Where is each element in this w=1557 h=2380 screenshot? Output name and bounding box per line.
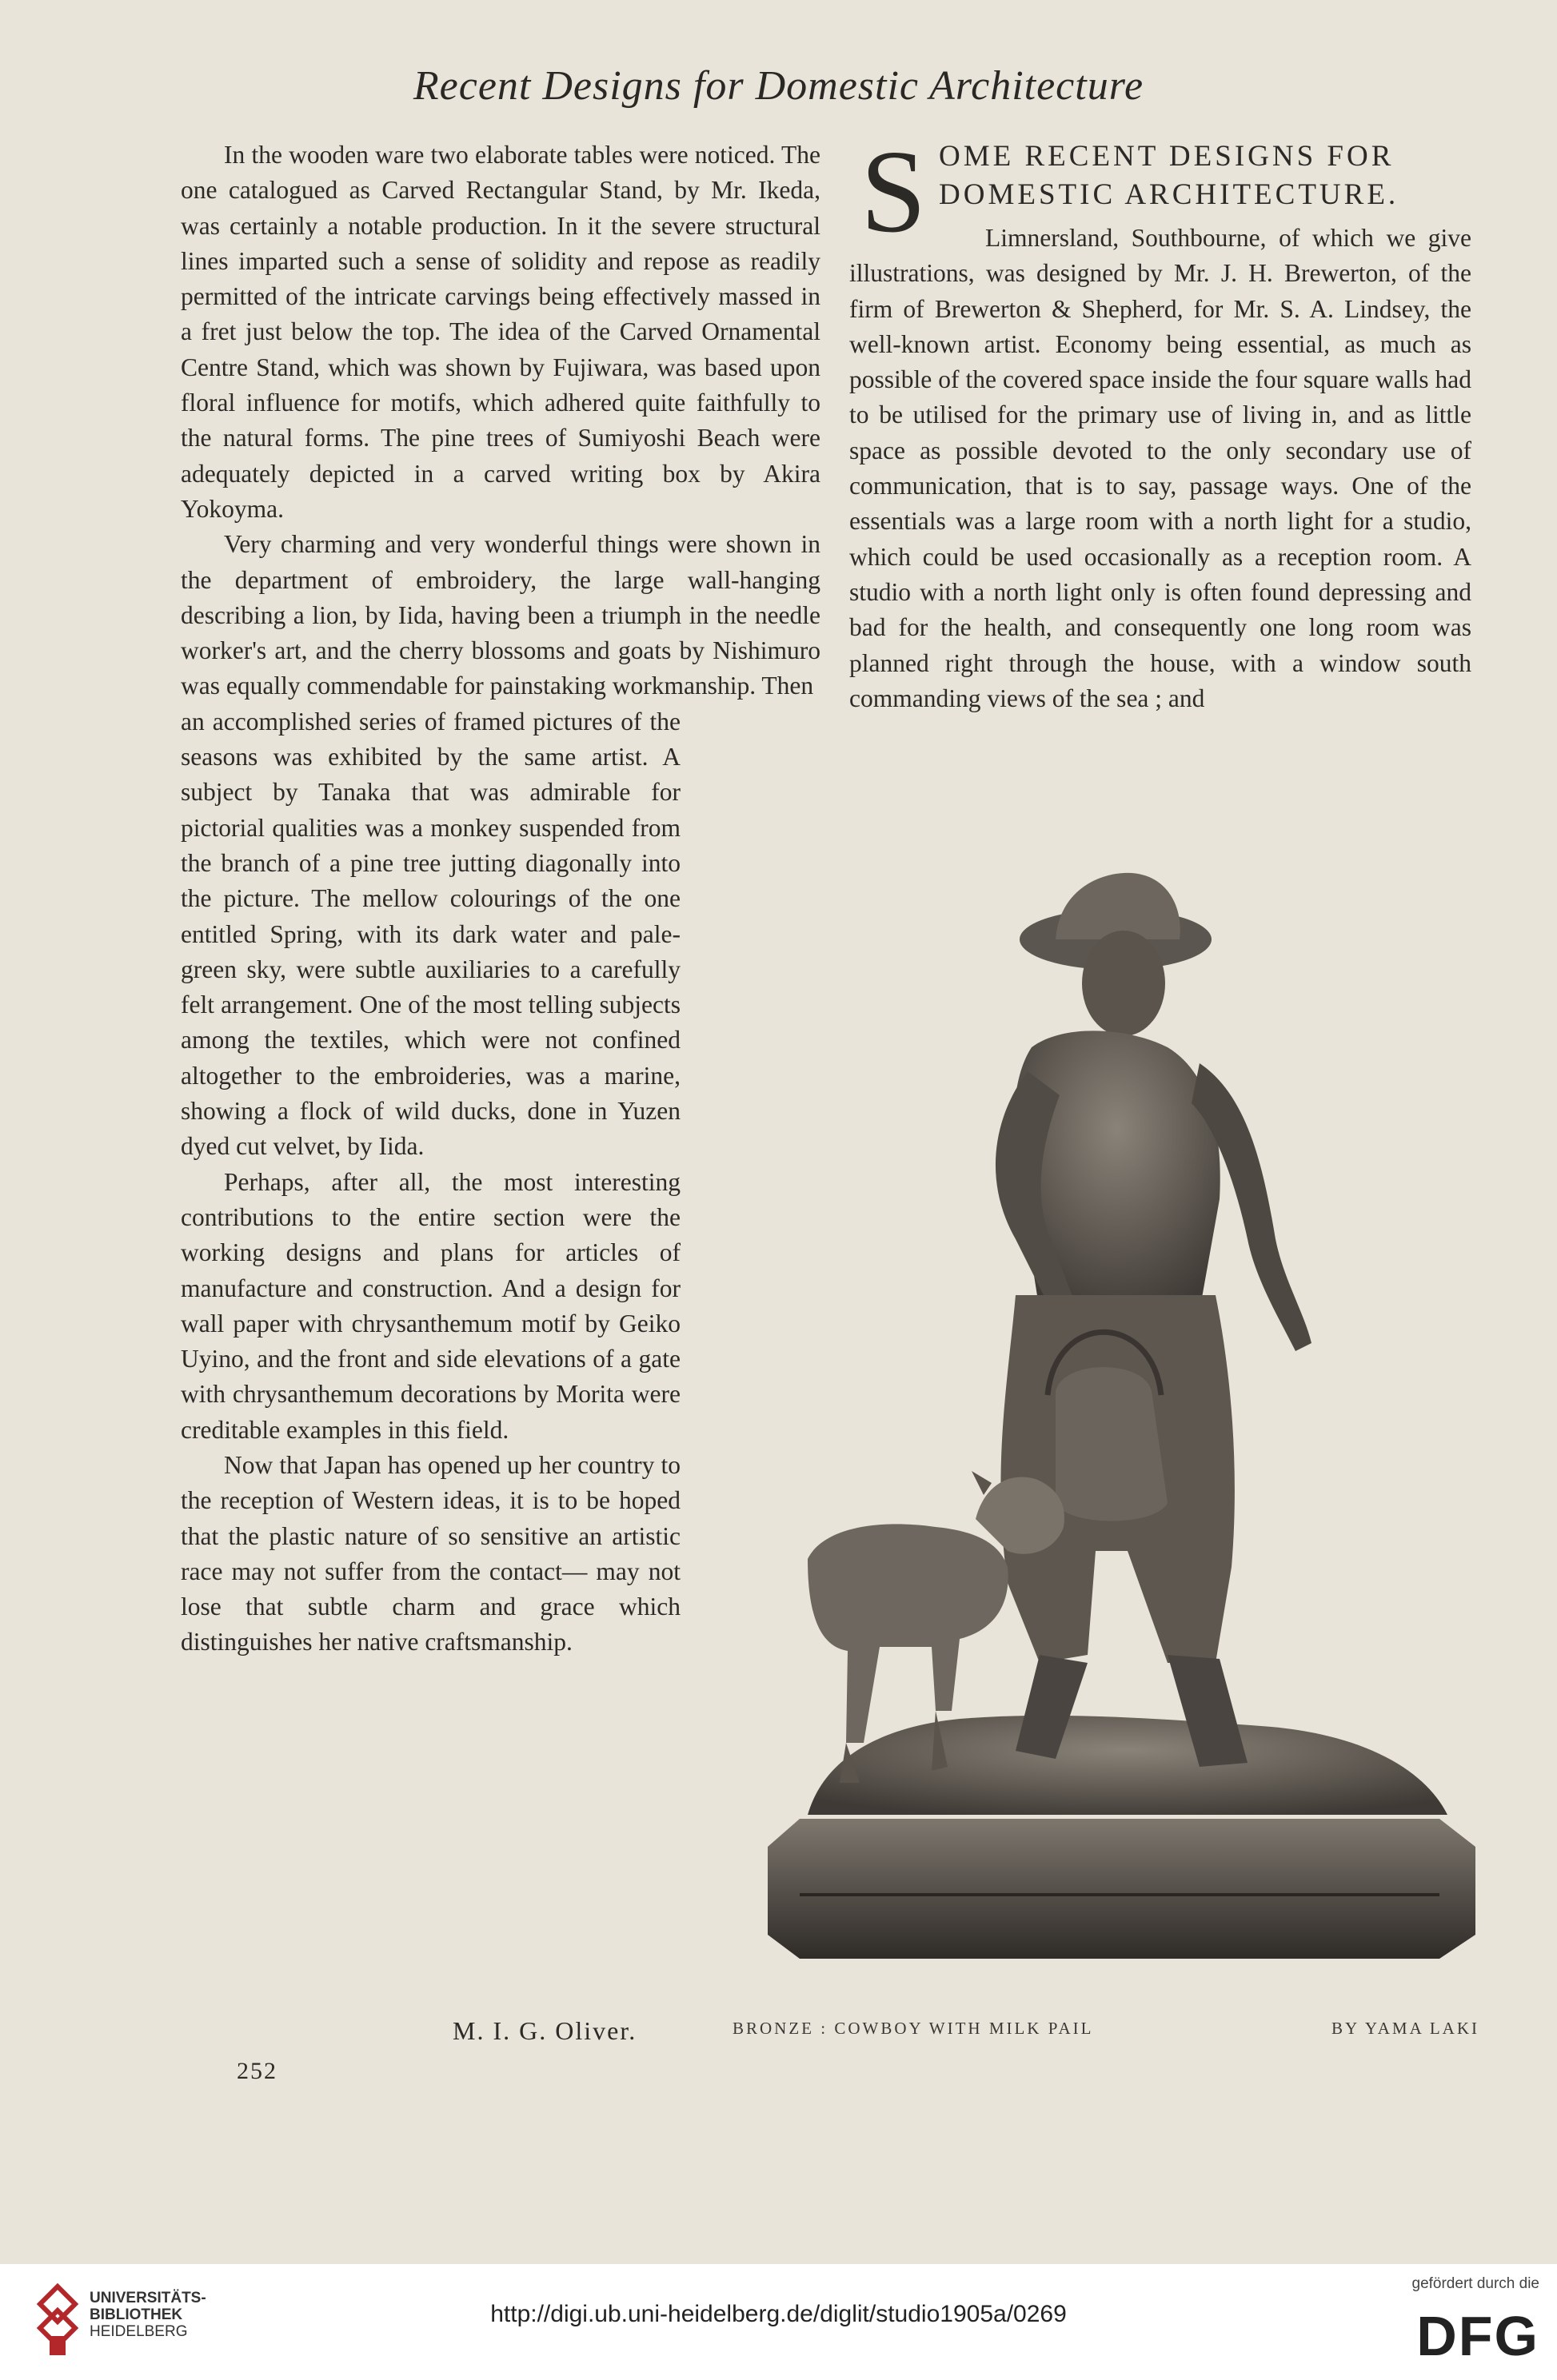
author-signature: M. I. G. Oliver. bbox=[453, 2016, 637, 2045]
caption-artist: BY YAMA LAKI bbox=[1331, 2019, 1479, 2038]
article-heading bbox=[849, 126, 1471, 257]
paragraph-wooden-ware: In the wooden ware two elaborate tables were noticed. The one catalogued as Carved Rectangular Stand, by Mr. Ikeda, was certainly a notable production. In it the severe structural lines imparted such a sense of solidity and repose as readily permitted of the intricate carvings being effectively massed in a fret just below the top. The idea of the Carved Ornamental Centre Stand, which was shown by Fujiwara, was based upon floral influence for motifs, which adhered quite faithfully to the natural forms. The pine trees of Sumiyoshi Beach were adequately depicted in a carved writing box by Akira Yokoyma. bbox=[181, 141, 820, 523]
dfg-logo: DFG bbox=[1416, 2305, 1539, 2367]
heading-line-1: OME RECENT DESIGNS FOR bbox=[939, 140, 1395, 173]
funding-note: gefördert durch die bbox=[1411, 2275, 1539, 2292]
running-head: Recent Designs for Domestic Architecture bbox=[413, 63, 1144, 109]
page-number: 252 bbox=[237, 2058, 277, 2084]
paragraph-working-designs: Perhaps, after all, the most interesting contributions to the entire section were the working designs and plans for articles of manufacture and construction. And a design for wall paper with chrysanthemum motif by Geiko Uyino, and the front and side elevations of a gate with chrysanthemum decorations by Morita were creditable examples in this field. bbox=[181, 1167, 681, 1444]
digitization-footer bbox=[0, 2264, 1557, 2380]
left-column bbox=[181, 138, 820, 1660]
caption-title: BRONZE : COWBOY WITH MILK PAIL bbox=[733, 2019, 1094, 2038]
source-url-link[interactable]: http://digi.ub.uni-heidelberg.de/diglit/studio1905a/0269 bbox=[490, 2301, 1067, 2327]
article-body-text: Limnersland, Southbourne, of which we give illustrations, was designed by Mr. J. H. Brewerton, of the firm of Brewerton & Shepherd, for Mr. S. A. Lindsey, the well-known artist. Economy being essential, as much as possible of the covered space inside the four square walls had to be utilised for the primary use of living in, and as little space as possible devoted to the only secondary use of communication, that is to say, passage ways. One of the essentials was a large room with a north light for a studio, which could be used occasionally as a reception room. A studio with a north light only is often found depressing and bad for the health, and consequently one long room was planned right through the house, with a window south commanding views of the sea ; and bbox=[849, 224, 1471, 712]
bronze-sculpture-photo bbox=[752, 863, 1495, 1983]
library-name-line-1: UNIVERSITÄTS- bbox=[90, 2290, 206, 2306]
paragraph-embroidery: Very charming and very wonderful things were shown in the department of embroidery, the large wall-hanging describing a lion, by Iida, having been a triumph in the needle worker's art, and the cherry blossoms and goats by Nishimuro was equally commendable for painstaking workmanship. Then bbox=[181, 530, 820, 700]
paragraph-conclusion: Now that Japan has opened up her country to the reception of Western ideas, it is to be hoped that the plastic nature of so sensitive an artistic race may not suffer from the contact— may not lose that subtle charm and grace which distinguishes her native craftsmanship. bbox=[181, 1450, 681, 1656]
right-column bbox=[849, 126, 1471, 716]
library-name-line-3: HEIDELBERG bbox=[90, 2323, 188, 2340]
paragraph-framed-pictures: an accomplished series of framed pictures of the seasons was exhibited by the same artist. A subject by Tanaka that was admirable for pictorial qualities was a monkey suspended from the branch of a pine tree jutting diagonally into the picture. The mellow colourings of the one entitled Spring, with its dark water and pale-green sky, were subtle auxiliaries to a carefully felt arrangement. One of the most telling subjects among the textiles, which were not confined altogether to the embroideries, was a marine, showing a flock of wild ducks, done in Yuzen dyed cut velvet, by Iida. bbox=[181, 707, 681, 1161]
drop-cap: S bbox=[860, 126, 927, 257]
sculpture-illustration bbox=[752, 863, 1495, 1983]
library-name-line-2: BIBLIOTHEK bbox=[90, 2306, 183, 2323]
heading-line-2: DOMESTIC ARCHITECTURE. bbox=[939, 178, 1399, 211]
article-body bbox=[849, 221, 1471, 716]
